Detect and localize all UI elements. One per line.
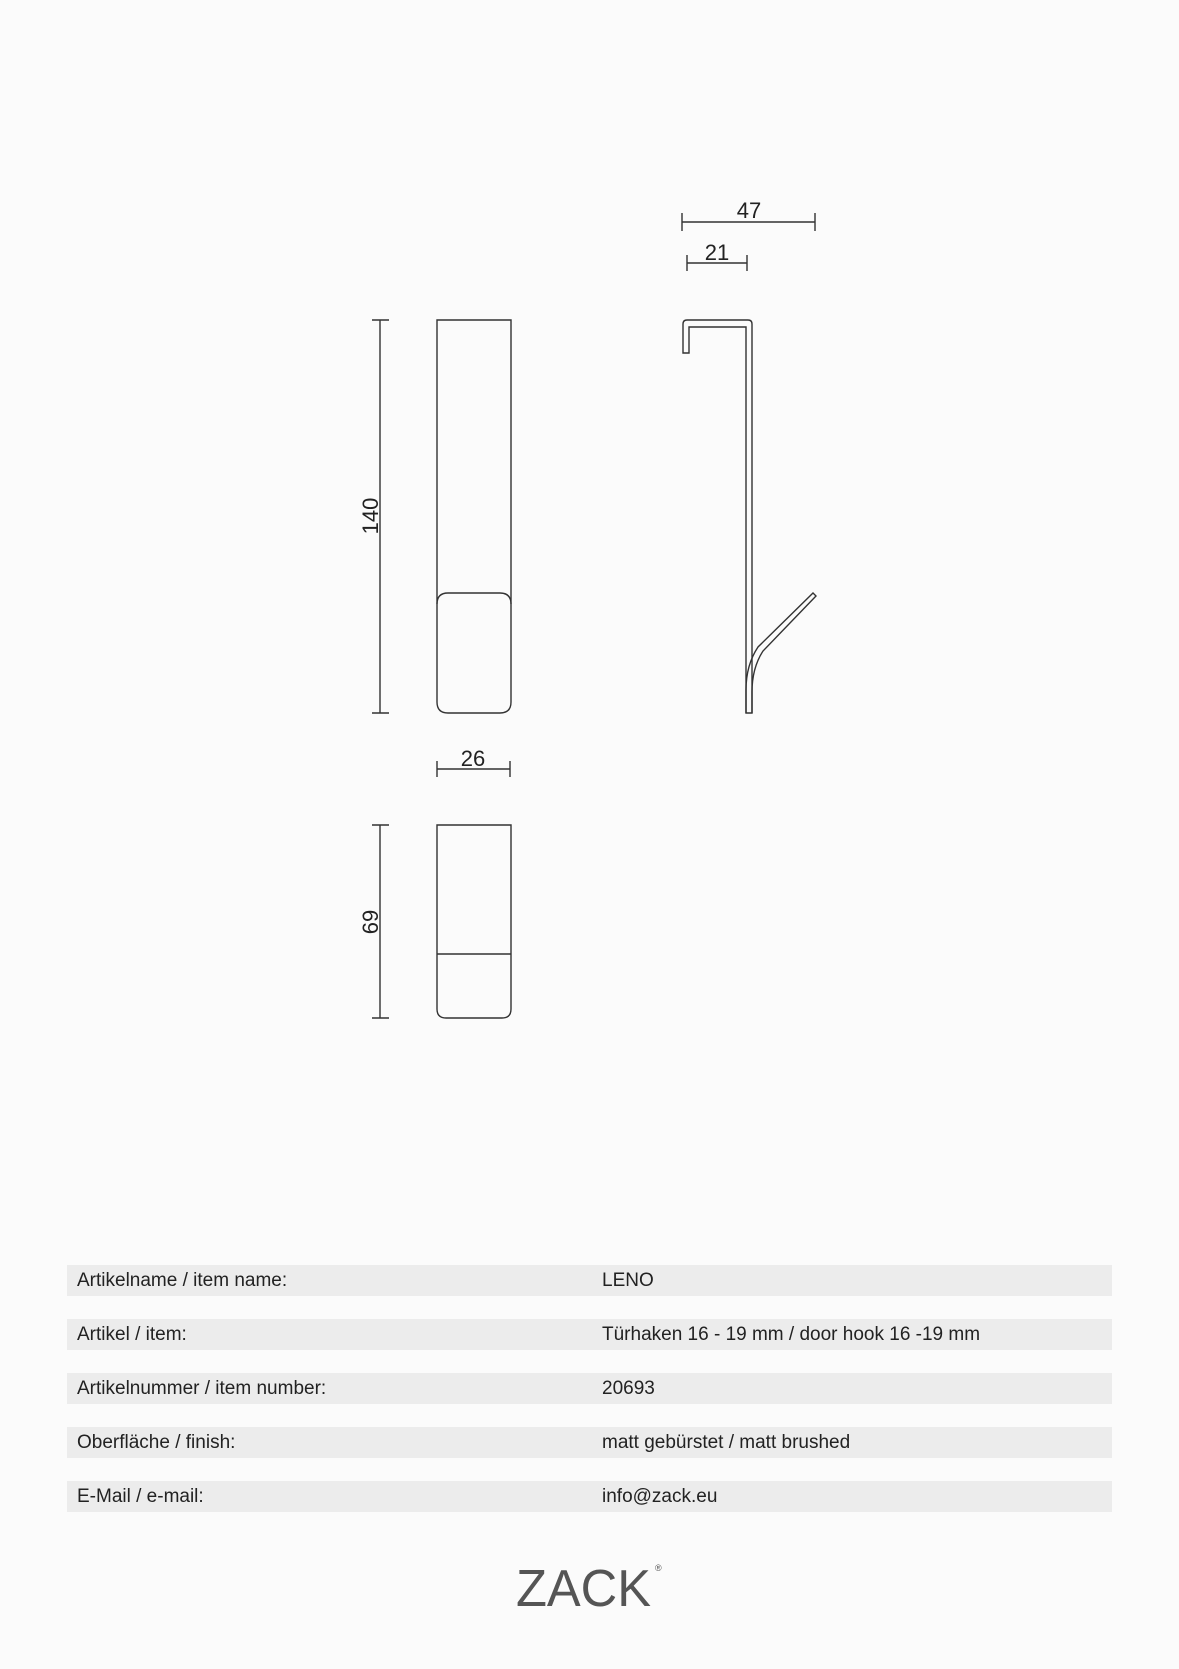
dim-label-47: 47: [736, 198, 762, 223]
info-label: Artikelnummer / item number:: [77, 1378, 327, 1399]
info-value: 20693: [602, 1378, 655, 1399]
item-info-table: [67, 1265, 1112, 1535]
info-row-item-name: [67, 1265, 1112, 1296]
registered-mark: ®: [655, 1563, 662, 1573]
zack-logo: [516, 1548, 666, 1616]
info-label: Artikelname / item name:: [77, 1270, 288, 1291]
info-label: E-Mail / e-mail:: [77, 1486, 204, 1507]
info-label: Oberfläche / finish:: [77, 1432, 236, 1453]
info-row-item-number: [67, 1373, 1112, 1404]
info-row-finish: [67, 1427, 1112, 1458]
dim-label-69: 69: [358, 909, 383, 935]
dim-label-140: 140: [358, 497, 383, 535]
info-value: matt gebürstet / matt brushed: [602, 1432, 851, 1453]
bottom-view-hook: [437, 825, 511, 1018]
info-value: LENO: [602, 1270, 654, 1291]
info-row-email: [67, 1481, 1112, 1512]
info-value: info@zack.eu: [602, 1486, 718, 1507]
info-label: Artikel / item:: [77, 1324, 187, 1345]
dim-label-26: 26: [460, 746, 486, 771]
side-view-hook: [683, 320, 816, 713]
front-view-hook: [437, 320, 511, 713]
info-row-item: [67, 1319, 1112, 1350]
dim-label-21: 21: [704, 240, 730, 265]
logo-wordmark: ZACK: [516, 1560, 652, 1616]
info-value: Türhaken 16 - 19 mm / door hook 16 -19 mm: [602, 1324, 981, 1345]
